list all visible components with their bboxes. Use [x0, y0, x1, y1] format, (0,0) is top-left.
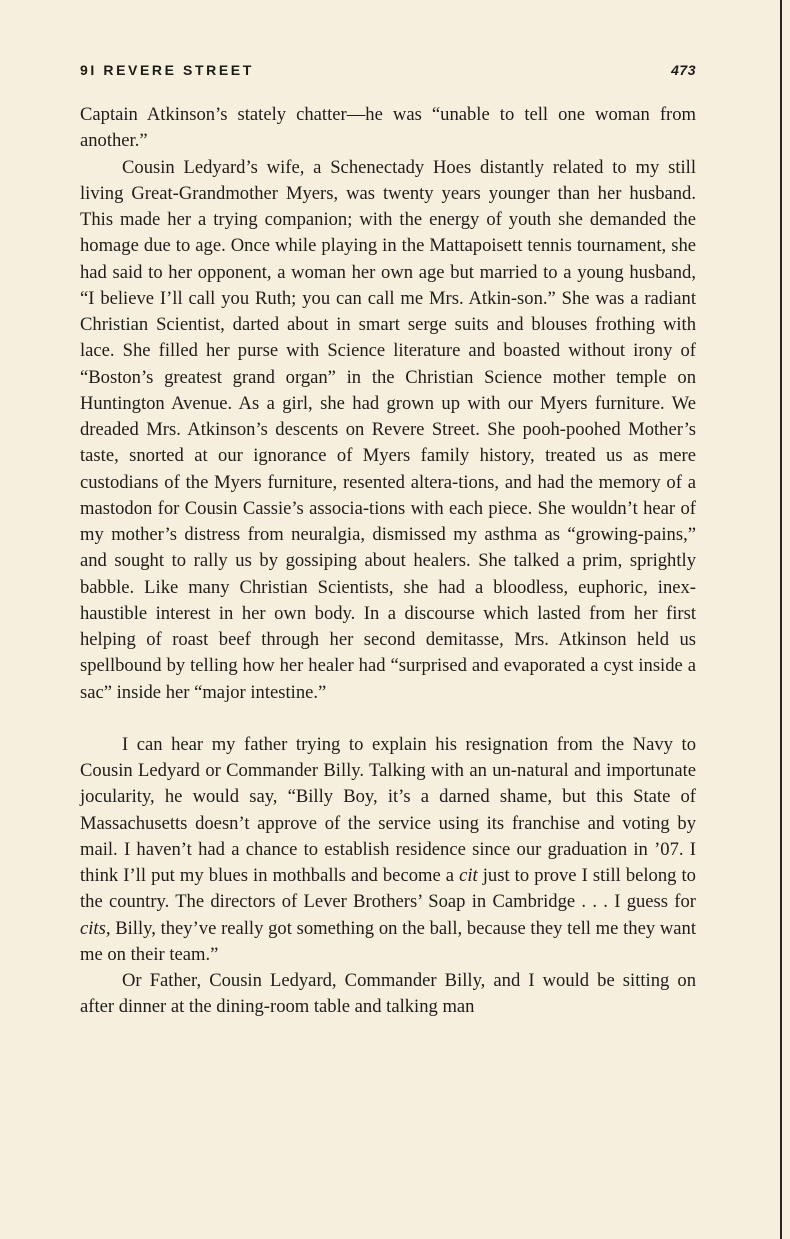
chapter-title: 9I REVERE STREET	[80, 62, 254, 78]
italic-cits: cits,	[80, 917, 111, 939]
page-edge-line	[780, 0, 782, 1239]
running-header	[80, 62, 696, 82]
paragraph-3-part-2: just to prove I still belong to the country. The directors of Lever Brothers’ Soap in Cambridge . . . I guess for	[80, 865, 696, 913]
paragraph-3	[80, 732, 696, 968]
paragraph-3-part-1: I can hear my father trying to explain his resignation from the Navy to Cousin Ledyard or Commander Billy. Talking with an un-natural and importunate jocularity, he would say, “Billy Boy, it’s a darned shame, but this State of Massachusetts doesn’t approve of the service using its franchise and voting by mail. I haven’t had a chance to establish residence since our graduation in ’07. I think I’ll put my blues in mothballs and become a	[80, 733, 696, 886]
paragraph-1: Captain Atkinson’s stately chatter—he was “unable to tell one woman from another.”	[80, 104, 696, 152]
italic-cit: cit	[459, 865, 478, 886]
paragraph-4: Or Father, Cousin Ledyard, Commander Billy, and I would be sitting on after dinner at the dining-room table and talking man	[80, 970, 696, 1018]
body-text	[80, 102, 696, 1021]
paragraph-3-part-3: Billy, they’ve really got something on the ball, because they tell me they want me on their team.”	[80, 917, 696, 965]
paragraph-2: Cousin Ledyard’s wife, a Schenectady Hoes distantly related to my still living Great-Grandmother Myers, was twenty years younger than her husband. This made her a trying companion; with the energy of youth she demanded the homage due to age. Once while playing in the Mattapoisett tennis tournament, she had said to her opponent, a woman her own age but married to a young husband, “I believe I’ll call you Ruth; you can call me Mrs. Atkin-son.” She was a radiant Christian Scientist, darted about in smart serge suits and blouses frothing with lace. She filled her purse with Science literature and boasted without irony of “Boston’s greatest grand organ” in the Christian Science mother temple on Huntington Avenue. As a girl, she had grown up with our Myers furniture. We dreaded Mrs. Atkinson’s descents on Revere Street. She pooh-poohed Mother’s taste, snorted at our ignorance of Myers family history, treated us as mere custodians of the Myers furniture, resented altera-tions, and had the memory of a mastodon for Cousin Cassie’s associa-tions with each piece. She wouldn’t hear of my mother’s distress from neuralgia, dismissed my asthma as “growing-pains,” and sought to rally us by gossiping about healers. She talked a prim, sprightly babble. Like many Christian Scientists, she had a bloodless, euphoric, inex-haustible interest in her own body. In a discourse which lasted from her first helping of roast beef through her second demitasse, Mrs. Atkinson held us spellbound by telling how her healer had “surprised and evaporated a cyst inside a sac” inside her “major intestine.”	[80, 156, 696, 703]
page-number: 473	[671, 62, 696, 78]
